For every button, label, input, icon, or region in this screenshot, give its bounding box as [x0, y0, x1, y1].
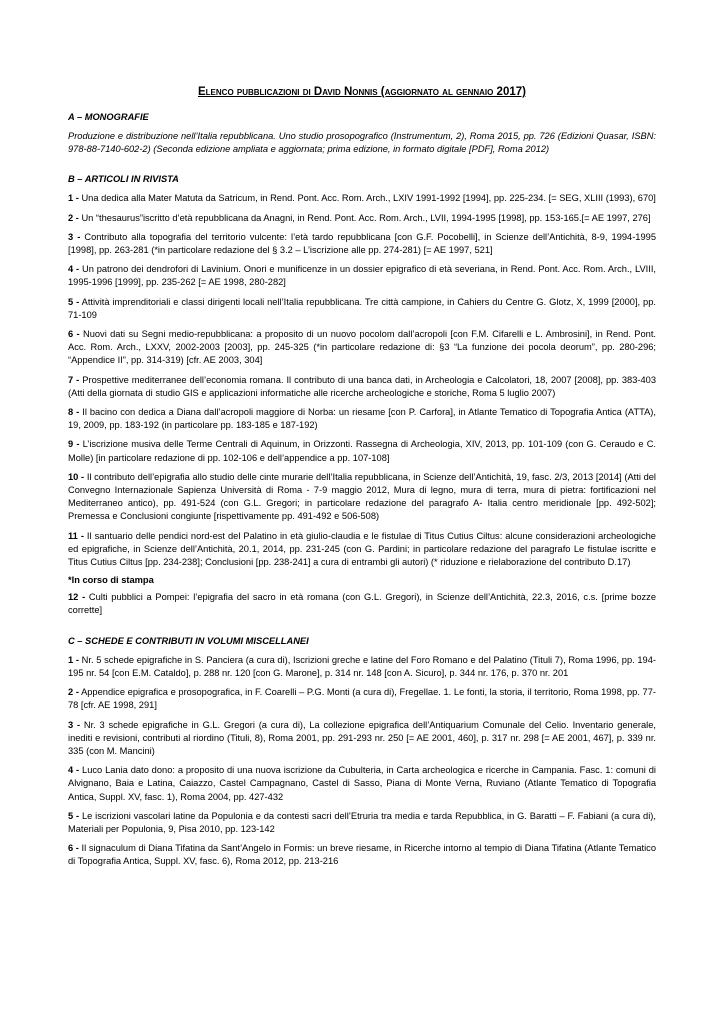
entry-number: 2 -	[68, 212, 79, 223]
entry-text: Attività imprenditoriali e classi dirigenti locali nell’Italia repubblicana. Tre città campione, in Cahiers du Centre G. Glotz, X, 1999 [2000], pp. 71-109	[68, 296, 656, 320]
entry-number: 6 -	[68, 843, 79, 854]
list-item	[68, 263, 656, 289]
list-item	[68, 764, 656, 804]
entry-text: Un patrono dei dendrofori di Lavinium. Onori e munificenze in un dossier epigrafico di età severiana, in Rend. Pont. Acc. Rom. Arch., LVIII, 1995-1996 [1999], pp. 235-262 [= AE 1998, 280-282]	[68, 264, 656, 288]
entry-text: Nuovi dati su Segni medio-repubblicana: a proposito di un nuovo pocolom dall’acropoli [con F.M. Cifarelli e L. Ambrosini], in Rend. Pont. Acc. Rom. Arch., LXXV, 2002-2003 [2003], pp. 245-325 (*in particolare redazione di: §3 “La funzione dei pocola deorum”, pp. 280-296; “Appendice II”, pp. 314-319) [cfr. AE 2003, 304]	[68, 329, 656, 366]
entry-number: 9 -	[68, 439, 80, 450]
monograph-entry	[68, 130, 656, 156]
section-b-heading: B – ARTICOLI IN RIVISTA	[68, 174, 179, 185]
entry-number: 12 -	[68, 592, 86, 603]
list-item	[68, 810, 656, 836]
list-item	[68, 654, 656, 680]
entry-number: 1 -	[68, 193, 79, 204]
section-c-heading: C – SCHEDE E CONTRIBUTI IN VOLUMI MISCELLANEI	[68, 635, 309, 646]
list-item	[68, 328, 656, 368]
entry-number: 3 -	[68, 231, 81, 242]
list-item	[68, 231, 656, 257]
entry-number: 6 -	[68, 329, 80, 340]
page-title: Elenco pubblicazioni di David Nonnis (aggiornato al gennaio 2017)	[198, 86, 526, 98]
entry-text: Appendice epigrafica e prosopografica, in F. Coarelli – P.G. Monti (a cura di), Fregellae. 1. Le fonti, la storia, il territorio, Roma 1998, pp. 77-78 [cfr. AE 1998, 291]	[68, 687, 656, 711]
publication-list	[68, 86, 656, 875]
entry-number: 10 -	[68, 471, 85, 482]
list-item	[68, 471, 656, 524]
list-item	[68, 530, 656, 570]
entry-text: Prospettive mediterranee dell’economia romana. Il contributo di una banca dati, in Archeologia e Calcolatori, 18, 2007 [2008], pp. 383-403 (Atti della giornata di studio GIS e applicazioni informatiche alle ricerche archeologiche e storiche, Roma 5 luglio 2007)	[68, 374, 656, 398]
list-item	[68, 192, 656, 205]
entry-number: 3 -	[68, 719, 81, 730]
list-item	[68, 719, 656, 759]
entry-text: Un “thesaurus”iscritto d’età repubblicana da Anagni, in Rend. Pont. Acc. Rom. Arch., LVII, 1994-1995 [1998], pp. 153-165.[= AE 1997, 276]	[81, 212, 651, 223]
entry-text: Una dedica alla Mater Matuta da Satricum, in Rend. Pont. Acc. Rom. Arch., LXIV 1991-1992 [1994], pp. 225-234. [= SEG, XLIII (1993), 670]	[81, 193, 656, 204]
entry-number: 4 -	[68, 264, 80, 275]
entry-text: Il bacino con dedica a Diana dall’acropoli maggiore di Norba: un riesame [con P. Carfora], in Atlante Tematico di Topografia Antica (ATTA), 19, 2009, pp. 183-192 (in particolare pp. 183-185 e 187-192)	[68, 407, 656, 431]
in-press-label: *In corso di stampa	[68, 575, 154, 586]
entry-text: Le iscrizioni vascolari latine da Populonia e da contesti sacri dell’Etruria tra media e tarda Repubblica, in G. Baratti – F. Fabiani (a cura di), Materiali per Populonia, 9, Pisa 2010, pp. 123-142	[68, 810, 656, 834]
entry-number: 8 -	[68, 407, 80, 418]
entry-text: Contributo alla topografia del territorio vulcente: l’età tardo repubblicana [con G.F. Pocobelli], in Scienze dell’Antichità, 8-9, 1994-1995 [1998], pp. 263-281 (*in particolare redazione del § 3.2 – L’iscrizione alle pp. 274-281) [= AE 1997, 521]	[68, 231, 656, 256]
list-item	[68, 842, 656, 868]
list-item	[68, 591, 656, 617]
entry-number: 5 -	[68, 810, 80, 821]
entry-number: 2 -	[68, 687, 79, 698]
list-item	[68, 212, 656, 225]
entry-text: Il contributo dell’epigrafia allo studio delle cinte murarie dell’Italia repubblicana, in Scienze dell’Antichità, 19, fasc. 2/3, 2013 [2014] (Atti del Convegno Internazionale Sapienza Università di Roma - 7-9 maggio 2012, Mura di legno, mura di terra, mura di pietra: fortificazioni nel Mediterraneo antico), pp. 491-524 (con G.L. Gregori; in particolare redazione del paragrafo A- Italia centro meridionale [pp. 492-502]; Premessa e Conclusioni congiunte [rispettivamente pp. 491-492 e 506-508)	[68, 471, 656, 522]
entry-number: 4 -	[68, 765, 80, 776]
section-a-heading: A – MONOGRAFIE	[68, 112, 149, 122]
entry-number: 5 -	[68, 296, 80, 307]
entry-number: 1 -	[68, 654, 79, 665]
entry-text: Il santuario delle pendici nord-est del Palatino in età giulio-claudia e le fistulae di Titus Cutius Ciltus: alcune considerazioni archeologiche ed epigrafiche, in Scienze dell’Antichità, 20.1, 2014, pp. 231-245 (con G. Pardini; in particolare redazione del paragrafo Le fistulae iscritte e Titus Cutius Ciltus [pp. 234-238]; Conclusioni [pp. 238-241] a cura di entrambi gli autori) (* riduzione e rielaborazione del contributo D.17)	[68, 530, 656, 568]
entry-number: 11 -	[68, 530, 84, 541]
entry-number: 7 -	[68, 374, 80, 385]
list-item	[68, 374, 656, 400]
list-item	[68, 406, 656, 432]
entry-text: Luco Lania dato dono: a proposito di una nuova iscrizione da Cubulteria, in Carta archeologica e ricerche in Campania. Fasc. 1: comuni di Alvignano, Baia e Latina, Caiazzo, Castel Campagnano, Castel di Sasso, Piana di Monte Verna, Ruviano (Atlante Tematico di Topografia Antica, Suppl. XV, fasc. 1), Roma 2004, pp. 427-432	[68, 765, 656, 802]
entry-text: Culti pubblici a Pompei: l’epigrafia del sacro in età romana (con G.L. Gregori), in Scienze dell’Antichità, 22.3, 2016, c.s. [prime bozze corrette]	[68, 592, 656, 616]
monograph-text: Produzione e distribuzione nell’Italia repubblicana. Uno studio prosopografico (Instrumentum, 2), Roma 2015, pp. 726 (Edizioni Quasar, ISBN: 978-88-7140-602-2) (Seconda edizione ampliata e aggiornata; prima edizione, in formato digitale [PDF], Roma 2012)	[68, 131, 656, 155]
list-item	[68, 296, 656, 322]
entry-text: Nr. 5 schede epigrafiche in S. Panciera (a cura di), Iscrizioni greche e latine del Foro Romano e del Palatino (Tituli 7), Roma 1996, pp. 194-195 nr. 54 [con E.M. Cataldo], p. 288 nr. 120 [con G. Marone], p. 314 nr. 148 [con A. Sicuro], p. 344 nr. 176, p. 370 nr. 201	[68, 654, 656, 678]
list-item	[68, 686, 656, 712]
list-item	[68, 438, 656, 464]
entry-text: Il signaculum di Diana Tifatina da Sant’Angelo in Formis: un breve riesame, in Ricerche intorno al tempio di Diana Tifatina (Atlante Tematico di Topografia Antica, Suppl. XV, fasc. 6), Roma 2012, pp. 213-216	[68, 843, 656, 867]
entry-text: Nr. 3 schede epigrafiche in G.L. Gregori (a cura di), La collezione epigrafica dell’Antiquarium Comunale del Celio. Inventario generale, inediti e revisioni, contributi al riordino (Tituli, 8), Roma 2001, pp. 291-293 nr. 250 [= AE 2001, 460], p. 317 nr. 298 [= AE 2001, 467], p. 339 nr. 335 (con M. Mancini)	[68, 719, 656, 756]
entry-text: L’iscrizione musiva delle Terme Centrali di Aquinum, in Orizzonti. Rassegna di Archeologia, XIV, 2013, pp. 101-109 (con G. Ceraudo e C. Molle) [in particolare redazione di pp. 102-106 e dell’appendice a pp. 107-108]	[68, 439, 656, 463]
